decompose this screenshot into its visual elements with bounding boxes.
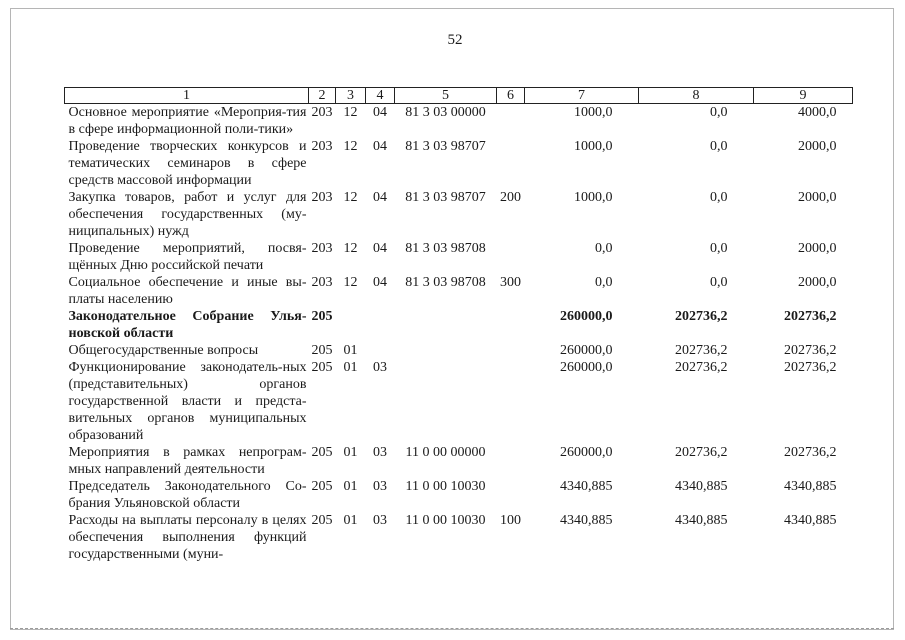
header-col-9: 9 (754, 88, 853, 104)
row-value-7: 260000,0 (560, 309, 613, 324)
row-name: Социальное обеспечение и иные вы-платы населению (68, 275, 307, 307)
row-code-4: 03 (373, 479, 387, 494)
row-code-6 (497, 138, 525, 189)
row-code-3: 12 (343, 190, 358, 205)
row-value-9: 2000,0 (798, 275, 837, 290)
row-value-8: 0,0 (710, 241, 728, 256)
row-code-5: 81 3 03 98708 (405, 241, 486, 256)
row-name: Мероприятия в рамках непрограм-мных направлений деятельности (68, 445, 307, 477)
row-code-2: 203 (311, 241, 333, 256)
table-row (65, 444, 853, 478)
row-code-2: 205 (311, 309, 333, 324)
table-header-row (65, 88, 853, 104)
row-value-7: 0,0 (595, 275, 613, 290)
row-code-6 (497, 240, 525, 274)
row-code-3 (336, 308, 366, 342)
row-code-4: 03 (373, 445, 387, 460)
row-value-9: 2000,0 (798, 190, 837, 205)
row-code-4 (366, 342, 395, 359)
table-row (65, 512, 853, 563)
row-code-3: 01 (343, 479, 358, 494)
row-code-6: 300 (500, 275, 521, 290)
row-code-6: 200 (500, 190, 521, 205)
row-code-2: 205 (311, 445, 333, 460)
row-code-4: 04 (373, 105, 387, 120)
row-value-8: 202736,2 (675, 343, 728, 358)
row-code-3: 01 (343, 513, 358, 528)
row-code-4: 04 (373, 139, 387, 154)
row-code-5: 81 3 03 00000 (405, 105, 486, 120)
row-code-4: 04 (373, 190, 387, 205)
row-value-8: 0,0 (710, 275, 728, 290)
header-col-1: 1 (65, 88, 309, 104)
row-value-7: 260000,0 (560, 343, 613, 358)
row-name: Закупка товаров, работ и услуг для обеспечения государственных (му-ниципальных) нужд (68, 190, 307, 239)
row-value-9: 202736,2 (784, 360, 837, 375)
row-value-9: 2000,0 (798, 241, 837, 256)
row-code-2: 203 (311, 139, 333, 154)
row-value-7: 1000,0 (574, 139, 613, 154)
row-value-8: 4340,885 (675, 513, 728, 528)
row-code-5: 81 3 03 98707 (405, 190, 486, 205)
header-col-2: 2 (309, 88, 336, 104)
row-value-8: 4340,885 (675, 479, 728, 494)
row-code-6 (497, 444, 525, 478)
table-row (65, 189, 853, 240)
row-code-2: 203 (311, 190, 333, 205)
header-col-3: 3 (336, 88, 366, 104)
row-code-2: 205 (311, 343, 333, 358)
row-name: Расходы на выплаты персоналу в целях обеспечения выполнения функций государственными (муни- (68, 513, 307, 562)
row-name: Общегосударственные вопросы (68, 343, 259, 358)
row-value-7: 260000,0 (560, 445, 613, 460)
table-row (65, 478, 853, 512)
header-col-7: 7 (525, 88, 639, 104)
table-row (65, 274, 853, 308)
row-name: Проведение мероприятий, посвя-щённых Дню российской печати (68, 241, 307, 273)
row-code-3: 01 (343, 343, 358, 358)
row-code-2: 205 (311, 479, 333, 494)
row-code-2: 205 (311, 360, 333, 375)
row-code-6: 100 (500, 513, 521, 528)
row-value-8: 202736,2 (675, 309, 728, 324)
row-code-6 (497, 104, 525, 139)
row-code-6 (497, 359, 525, 444)
row-code-5: 11 0 00 00000 (405, 445, 486, 460)
row-value-9: 4340,885 (784, 479, 837, 494)
row-value-9: 4000,0 (798, 105, 837, 120)
row-value-9: 202736,2 (784, 343, 837, 358)
row-code-5: 81 3 03 98708 (405, 275, 486, 290)
page-number: 52 (447, 32, 463, 48)
row-code-4: 04 (373, 241, 387, 256)
row-name: Функционирование законодатель-ных (представительных) органов государственной власти и предста-вительных органов муниципальных образований (68, 360, 307, 443)
row-code-6 (497, 342, 525, 359)
row-code-4: 03 (373, 513, 387, 528)
row-value-9: 2000,0 (798, 139, 837, 154)
header-col-8: 8 (639, 88, 754, 104)
row-value-8: 0,0 (710, 190, 728, 205)
row-code-5 (395, 359, 497, 444)
table-row (65, 342, 853, 359)
row-code-5: 11 0 00 10030 (405, 513, 486, 528)
row-value-7: 4340,885 (560, 479, 613, 494)
row-name: Председатель Законодательного Со-брания Ульяновской области (68, 479, 307, 511)
row-value-7: 0,0 (595, 241, 613, 256)
row-code-4: 03 (373, 360, 387, 375)
header-col-6: 6 (497, 88, 525, 104)
header-col-5: 5 (395, 88, 497, 104)
row-code-3: 12 (343, 241, 358, 256)
row-value-8: 202736,2 (675, 445, 728, 460)
row-code-3: 12 (343, 105, 358, 120)
page-bottom-edge (10, 628, 894, 629)
row-code-3: 01 (343, 445, 358, 460)
table-row (65, 359, 853, 444)
table-row-section (65, 308, 853, 342)
table-row (65, 104, 853, 139)
row-value-7: 1000,0 (574, 105, 613, 120)
row-value-8: 0,0 (710, 139, 728, 154)
row-value-7: 260000,0 (560, 360, 613, 375)
row-code-6 (497, 308, 525, 342)
row-value-9: 4340,885 (784, 513, 837, 528)
row-code-6 (497, 478, 525, 512)
row-code-2: 205 (311, 513, 333, 528)
row-code-4: 04 (373, 275, 387, 290)
row-name: Проведение творческих конкурсов и тематических семинаров в сфере средств массовой информации (68, 139, 307, 188)
row-code-5 (395, 308, 497, 342)
row-code-3: 12 (343, 139, 358, 154)
row-code-2: 203 (311, 105, 333, 120)
header-col-4: 4 (366, 88, 395, 104)
row-code-3: 12 (343, 275, 358, 290)
row-value-7: 4340,885 (560, 513, 613, 528)
row-code-2: 203 (311, 275, 333, 290)
row-value-9: 202736,2 (784, 309, 837, 324)
row-value-9: 202736,2 (784, 445, 837, 460)
row-code-5: 81 3 03 98707 (405, 139, 486, 154)
row-code-5: 11 0 00 10030 (405, 479, 486, 494)
row-code-5 (395, 342, 497, 359)
row-value-7: 1000,0 (574, 190, 613, 205)
row-name: Законодательное Собрание Улья-новской области (68, 309, 307, 341)
table-row (65, 138, 853, 189)
row-code-3: 01 (343, 360, 358, 375)
table-row (65, 240, 853, 274)
row-value-8: 202736,2 (675, 360, 728, 375)
row-name: Основное мероприятие «Мероприя-тия в сфере информационной поли-тики» (68, 105, 307, 137)
row-value-8: 0,0 (710, 105, 728, 120)
row-code-4 (366, 308, 395, 342)
budget-table (64, 87, 853, 563)
